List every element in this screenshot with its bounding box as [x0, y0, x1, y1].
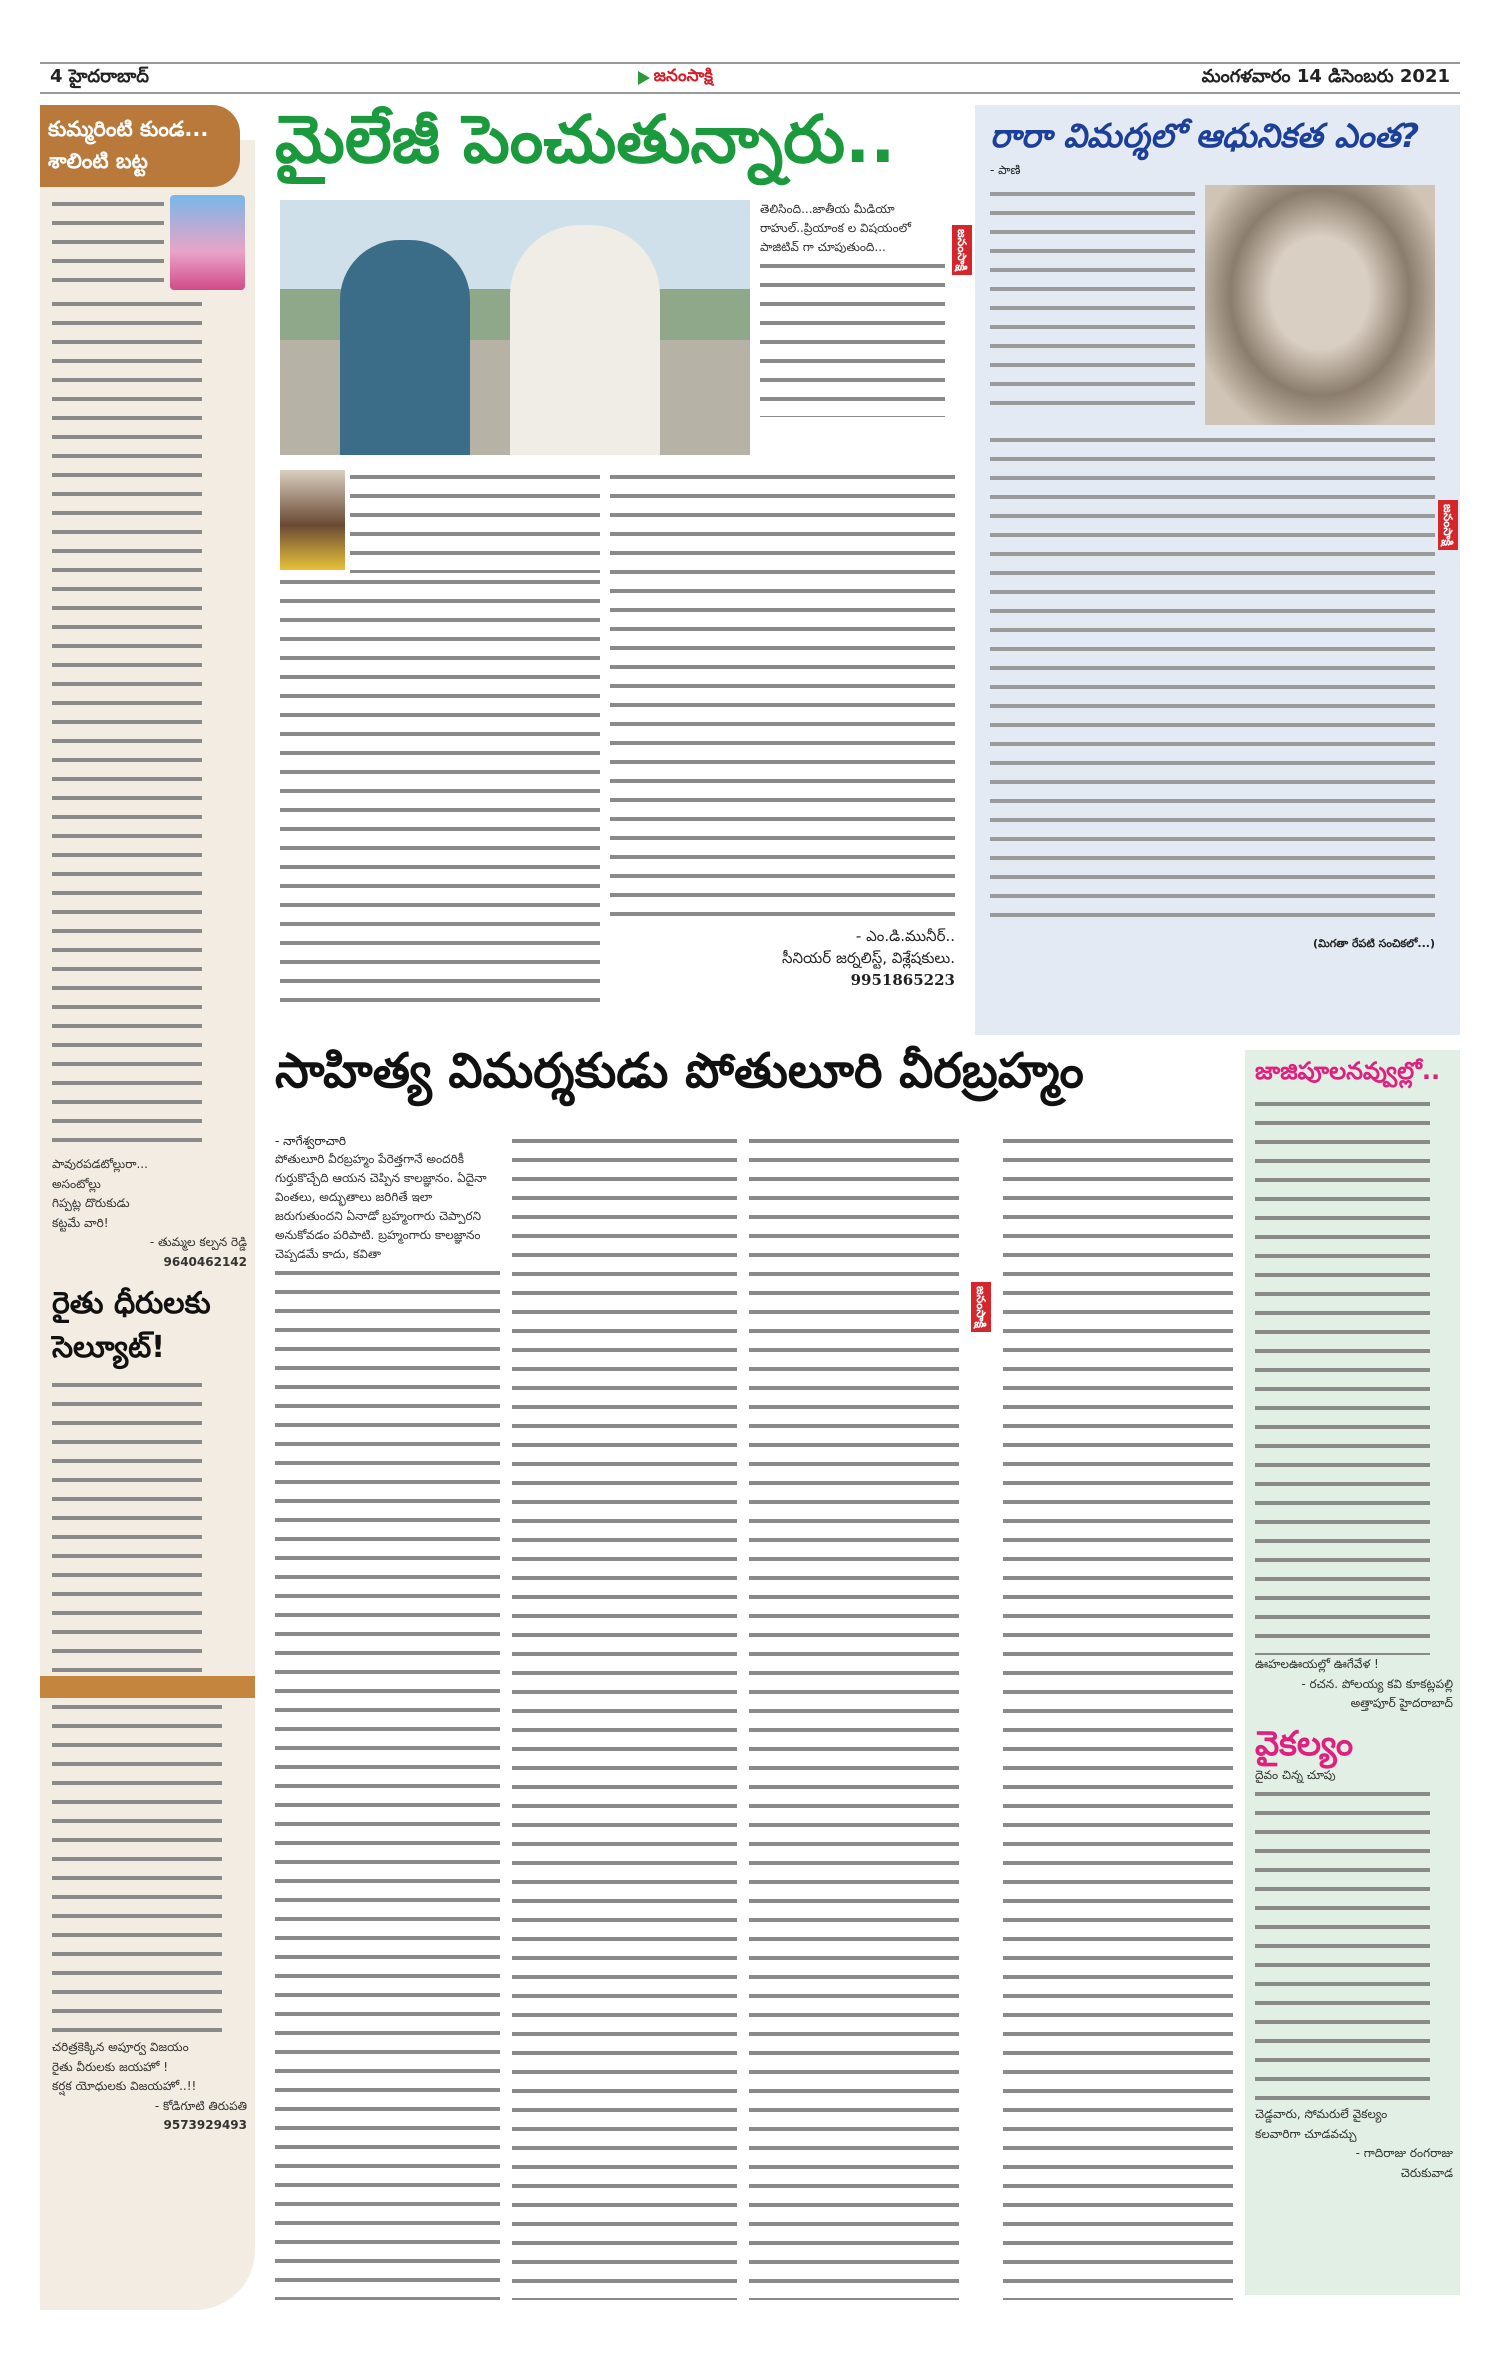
- right-poem2-first-line: దైవం చిన్న చూపు: [1255, 1767, 1336, 1782]
- continued-note: (మిగతా రేపటి సంచికలో...): [1313, 937, 1435, 950]
- right-article-col-b: [990, 431, 1435, 931]
- author-name: - ఎం.డి.మునీర్..: [855, 927, 955, 945]
- article-photo: [280, 200, 750, 455]
- bottom-article-col1: [275, 1264, 500, 2300]
- bottom-article-col4: [1003, 1132, 1233, 2300]
- right-poem1-body: [1255, 1095, 1430, 1655]
- right-poem1-title: జాజిపూలనవ్వుల్లో..: [1255, 1057, 1441, 1085]
- right-article-col-a: [990, 185, 1195, 415]
- page-number-edition: 4 హైదరాబాద్: [50, 65, 149, 87]
- right-poem1-ending: ఊహలఊయల్లో ఊగేవేళ ! - రచన. పోలయ్య కవి కూకట్లపల్లి అత్తాపూర్ హైదరాబాద్: [1255, 1655, 1453, 1714]
- poem1-author: - తుమ్మల కల్పన రెడ్డి: [149, 1235, 247, 1249]
- right-article-flow: [990, 115, 1435, 1030]
- section-label: జనంసాక్షి: [952, 225, 972, 275]
- page-header: [40, 62, 1460, 94]
- poem2-ending: చరిత్రకెక్కిన అపూర్వ విజయం రైతు వీరులకు జయహో ! కర్షక యోధులకు విజయహో..!! - కోడిగూటి తిరుపతి 9573929493: [52, 2038, 247, 2136]
- top-article-col1b: [280, 573, 600, 1013]
- poem1-ending: పావురపడటోల్లురా... అసంటోల్లు గిప్పట్ల దొరుకుడు కట్టమే వారి! - తుమ్మల కల్పన రెడ్డి 9640462142: [52, 1155, 247, 1272]
- right-article-top: [990, 185, 1435, 425]
- right-poem2-body: [1255, 1785, 1430, 2105]
- bottom-article-col2: [512, 1132, 737, 2300]
- right-poem2-ending: చెడ్డవారు, సోమరులే వైకల్యం కలవారిగా చూడవచ్చు - గాదిరాజు రంగరాజు చెరుకువాడ: [1255, 2105, 1453, 2183]
- right-poem1-author: - రచన. పోలయ్య కవి కూకట్లపల్లి: [1301, 1676, 1453, 1691]
- bottom-article-lead: పోతులూరి వీరబ్రహ్మం పేరెత్తగానే అందరికీ గుర్తుకొచ్చేది ఆయన చెప్పిన కాలజ్ఞానం. ఏదైనా వింతలు, అద్భుతాలు జరిగితే ఇలా జరుగుతుందని ఏనాడో బ్రహ్మంగారు చెప్పారని అనుకోవడం పరిపాటి. బ్రహ్మంగారు కాలజ్ఞానం చెప్పడమే కాదు, కవితా: [275, 1152, 487, 1261]
- poem1-top: [52, 195, 247, 295]
- right-poem2-place: చెరుకువాడ: [1400, 2165, 1453, 2180]
- top-article-side: [760, 200, 945, 417]
- right-article-author: - పాణి: [990, 163, 1021, 177]
- top-article-lead: తెలిసింది...జాతీయ మీడియా రాహుల్..ప్రియాంక ల విషయంలో పాజిటివ్ గా చూపుతుంది...: [760, 202, 911, 254]
- portrait-photo: [1205, 185, 1435, 425]
- poem1-title: కుమ్మరింటి కుండ... శాలింటి బట్ట: [40, 105, 240, 187]
- poem2-phone: 9573929493: [163, 2118, 247, 2132]
- author-title: సీనియర్ జర్నలిస్ట్, విశ్లేషకులు.: [781, 949, 955, 967]
- logo-arrow-icon: [638, 71, 650, 85]
- poem2-body: [52, 1376, 202, 1676]
- top-article-col1: [350, 468, 600, 573]
- newspaper-logo: జనంసాక్షి: [638, 66, 713, 90]
- poem2-title: రైతు ధీరులకు సెల్యూట్!: [52, 1286, 211, 1365]
- bottom-article-col3: [749, 1132, 959, 2300]
- bottom-section-label: జనంసాక్షి: [971, 1282, 991, 1332]
- right-poem1-place: అత్తాపూర్ హైదరాబాద్: [1350, 1696, 1453, 1710]
- right-poem2-author: - గాదిరాజు రంగరాజు: [1355, 2146, 1453, 2160]
- right-poem2-title: వైకల్యం: [1255, 1723, 1354, 1764]
- bottom-col1-wrap: [275, 1132, 500, 2300]
- bottom-article-columns: [275, 1132, 1235, 2300]
- poet-photo: [170, 195, 245, 290]
- bottom-article-author: - నాగేశ్వరాచారి: [275, 1134, 347, 1148]
- right-poems-flow: [1255, 1055, 1453, 2290]
- top-article-col: [760, 257, 945, 417]
- poem1-body: [52, 195, 164, 295]
- left-column-flow: [52, 195, 247, 2305]
- right-section-label: జనంసాక్షి: [1438, 500, 1458, 550]
- bottom-headline: సాహిత్య విమర్శకుడు పోతులూరి వీరబ్రహ్మం: [275, 1043, 1084, 1099]
- highlight-line: [40, 1676, 255, 1698]
- poem1-body-cont: [52, 295, 202, 1155]
- top-article-byline: [610, 925, 955, 991]
- top-headline: మైలేజీ పెంచుతున్నారు..: [275, 101, 896, 178]
- poem2-author: - కోడిగూటి తిరుపతి: [154, 2098, 247, 2113]
- poem1-phone: 9640462142: [163, 1254, 247, 1269]
- right-headline: రారా విమర్శలో ఆధునికత ఎంత?: [990, 116, 1420, 155]
- author-phone: 9951865223: [850, 971, 955, 989]
- author-photo: [280, 470, 345, 570]
- top-article-col2: [610, 468, 955, 918]
- bottom-article: [275, 1040, 1235, 2300]
- poem2-body-cont: [52, 1698, 222, 2038]
- issue-date: మంగళవారం 14 డిసెంబరు 2021: [1201, 65, 1450, 87]
